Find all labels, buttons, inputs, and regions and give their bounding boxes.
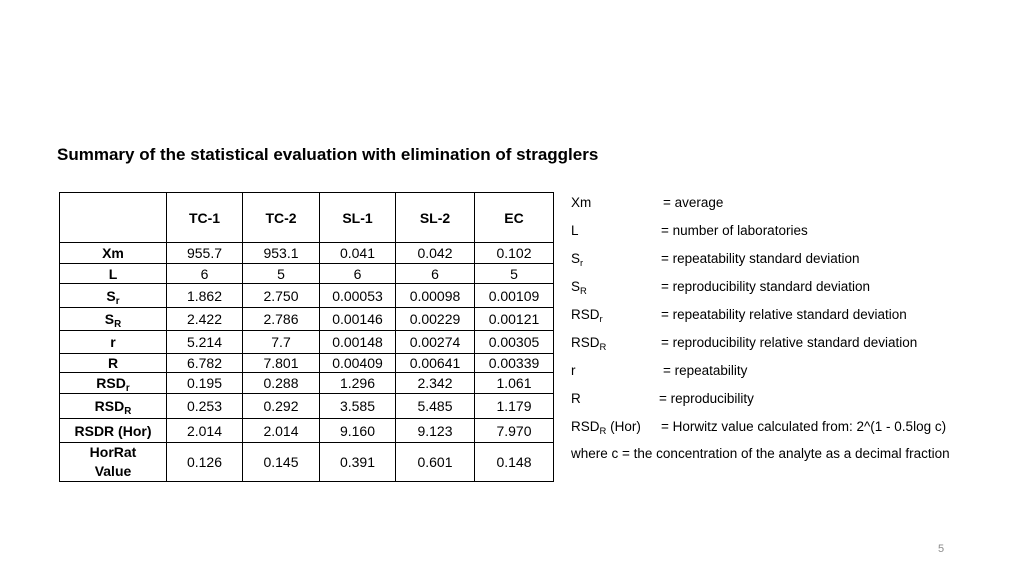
table-cell: 0.00098 bbox=[396, 284, 475, 308]
legend-term bbox=[571, 307, 603, 325]
table-row bbox=[60, 373, 554, 394]
legend-term-text: Xm bbox=[571, 195, 592, 210]
table-cell: 0.00148 bbox=[320, 331, 396, 354]
table-cell: 0.145 bbox=[243, 443, 320, 482]
table-cell: 2.342 bbox=[396, 373, 475, 394]
legend-term-text: r bbox=[571, 363, 576, 378]
table-row bbox=[60, 419, 554, 443]
row-label-text: RSDR (Hor) bbox=[74, 422, 152, 439]
row-label bbox=[60, 243, 167, 264]
legend-term bbox=[571, 195, 591, 210]
table-cell: 0.148 bbox=[475, 443, 554, 482]
row-label bbox=[60, 308, 167, 331]
legend-term-subscript: R bbox=[599, 426, 607, 437]
legend-footnote: where c = the concentration of the analyte as a decimal fraction bbox=[571, 446, 950, 461]
legend-term-subscript: R bbox=[599, 342, 607, 353]
header-cell: EC bbox=[475, 193, 554, 243]
table-cell: 6 bbox=[320, 264, 396, 284]
legend-term bbox=[571, 279, 587, 297]
legend-definition: = reproducibility relative standard deviation bbox=[661, 335, 918, 350]
legend-term-text: R bbox=[571, 391, 581, 406]
table-cell: 1.061 bbox=[475, 373, 554, 394]
table-row bbox=[60, 284, 554, 308]
slide-title: Summary of the statistical evaluation with elimination of stragglers bbox=[57, 145, 599, 164]
table-row bbox=[60, 308, 554, 331]
table-cell: 0.041 bbox=[320, 243, 396, 264]
table-cell: 0.00641 bbox=[396, 354, 475, 373]
table-cell: 953.1 bbox=[243, 243, 320, 264]
table-cell: 5 bbox=[243, 264, 320, 284]
row-label bbox=[60, 284, 167, 308]
table-cell: 0.00274 bbox=[396, 331, 475, 354]
row-label-subscript: R bbox=[114, 319, 122, 330]
table-row bbox=[60, 331, 554, 354]
row-label-text: RSD bbox=[94, 398, 125, 414]
table-cell: 0.00146 bbox=[320, 308, 396, 331]
legend-definition: = repeatability standard deviation bbox=[661, 251, 860, 266]
legend-term bbox=[571, 251, 584, 269]
row-label bbox=[60, 354, 167, 373]
legend-definition: = average bbox=[663, 195, 724, 210]
table-cell: 0.292 bbox=[243, 394, 320, 419]
row-label-text: R bbox=[107, 355, 119, 371]
header-cell: SL-2 bbox=[396, 193, 475, 243]
legend-term-text: RSD bbox=[571, 335, 600, 350]
legend-term-subscript: R bbox=[580, 286, 587, 297]
table-cell: 5 bbox=[475, 264, 554, 284]
row-label-subscript: R bbox=[124, 406, 132, 417]
table-cell: 9.160 bbox=[320, 419, 396, 443]
legend-term-text: RSD bbox=[571, 419, 600, 434]
table-cell: 0.00109 bbox=[475, 284, 554, 308]
table-cell: 0.288 bbox=[243, 373, 320, 394]
table-cell: 0.253 bbox=[167, 394, 243, 419]
legend-term-text: L bbox=[571, 223, 579, 238]
row-label-text: r bbox=[110, 334, 116, 350]
table-row bbox=[60, 394, 554, 419]
row-label-text: HorRat Value bbox=[89, 444, 137, 479]
legend-definition: = Horwitz value calculated from: 2^(1 - 0.5log c) bbox=[661, 419, 947, 434]
row-label-text: L bbox=[108, 265, 118, 282]
legend-term-suffix: (Hor) bbox=[606, 419, 641, 434]
row-label bbox=[60, 264, 167, 284]
table-header-row bbox=[60, 193, 554, 243]
table-cell: 1.296 bbox=[320, 373, 396, 394]
table-cell: 1.862 bbox=[167, 284, 243, 308]
row-label-text: Xm bbox=[102, 245, 124, 261]
table-cell: 3.585 bbox=[320, 394, 396, 419]
legend-term bbox=[571, 363, 576, 378]
legend-term bbox=[571, 335, 607, 353]
row-label bbox=[60, 419, 167, 443]
table-cell: 1.179 bbox=[475, 394, 554, 419]
statistics-table bbox=[59, 192, 554, 482]
row-label-subscript: r bbox=[115, 295, 120, 307]
legend-term-text: RSD bbox=[571, 307, 600, 322]
row-label-text: S bbox=[106, 287, 116, 304]
table-row bbox=[60, 243, 554, 264]
header-cell bbox=[60, 193, 167, 243]
legend-definition: = reproducibility standard deviation bbox=[661, 279, 870, 294]
table-cell: 0.601 bbox=[396, 443, 475, 482]
legend-term-subscript: r bbox=[580, 258, 584, 269]
legend-term bbox=[571, 391, 581, 406]
table-cell: 7.801 bbox=[243, 354, 320, 373]
table-cell: 955.7 bbox=[167, 243, 243, 264]
table-cell: 0.00121 bbox=[475, 308, 554, 331]
table-cell: 0.00229 bbox=[396, 308, 475, 331]
legend-term bbox=[571, 419, 641, 437]
table-cell: 0.00409 bbox=[320, 354, 396, 373]
legend-term-subscript: r bbox=[599, 314, 603, 325]
legend-term-text: S bbox=[571, 279, 581, 294]
table-cell: 6 bbox=[396, 264, 475, 284]
table-cell: 6 bbox=[167, 264, 243, 284]
table-cell: 2.422 bbox=[167, 308, 243, 331]
table-cell: 2.014 bbox=[243, 419, 320, 443]
legend-definition: = reproducibility bbox=[659, 391, 754, 406]
table-cell: 0.042 bbox=[396, 243, 475, 264]
legend-definition: = number of laboratories bbox=[661, 223, 808, 238]
row-label bbox=[60, 443, 167, 482]
table-cell: 2.014 bbox=[167, 419, 243, 443]
header-cell: TC-1 bbox=[167, 193, 243, 243]
table-cell: 9.123 bbox=[396, 419, 475, 443]
legend-term bbox=[571, 223, 579, 238]
header-cell: SL-1 bbox=[320, 193, 396, 243]
table-cell: 2.750 bbox=[243, 284, 320, 308]
header-cell: TC-2 bbox=[243, 193, 320, 243]
row-label-text: RSD bbox=[96, 375, 126, 391]
table-cell: 0.00305 bbox=[475, 331, 554, 354]
table-cell: 2.786 bbox=[243, 308, 320, 331]
table-cell: 7.7 bbox=[243, 331, 320, 354]
table-cell: 6.782 bbox=[167, 354, 243, 373]
table-cell: 0.00053 bbox=[320, 284, 396, 308]
page-number: 5 bbox=[938, 543, 945, 555]
row-label bbox=[60, 331, 167, 354]
table-cell: 5.485 bbox=[396, 394, 475, 419]
row-label bbox=[60, 373, 167, 394]
row-label-text: S bbox=[104, 311, 115, 327]
table-cell: 0.126 bbox=[167, 443, 243, 482]
table-cell: 0.391 bbox=[320, 443, 396, 482]
table-cell: 0.00339 bbox=[475, 354, 554, 373]
table-row bbox=[60, 443, 554, 482]
table-row bbox=[60, 354, 554, 373]
table-cell: 0.195 bbox=[167, 373, 243, 394]
table-row bbox=[60, 264, 554, 284]
row-label bbox=[60, 394, 167, 419]
legend-definition: = repeatability relative standard deviation bbox=[661, 307, 907, 322]
table-cell: 7.970 bbox=[475, 419, 554, 443]
table-cell: 5.214 bbox=[167, 331, 243, 354]
legend-term-text: S bbox=[571, 251, 581, 266]
row-label-subscript: r bbox=[125, 383, 130, 394]
table-cell: 0.102 bbox=[475, 243, 554, 264]
legend-definition: = repeatability bbox=[663, 363, 748, 378]
